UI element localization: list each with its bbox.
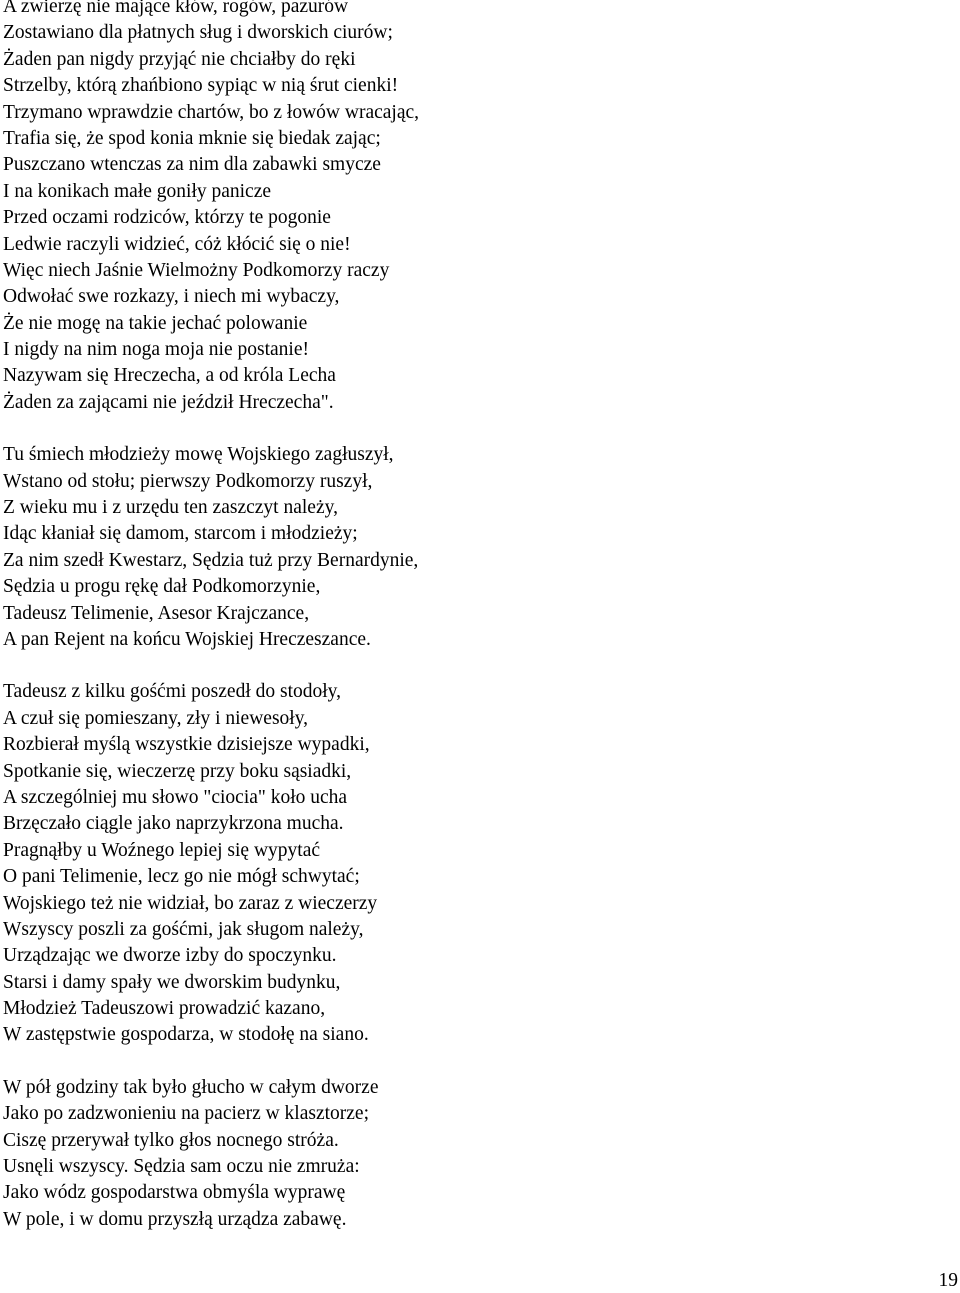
verse-line: Pragnąłby u Woźnego lepiej się wypytać (3, 839, 321, 861)
verse-line: A zwierzę nie mające kłów, rogów, pazurów (3, 0, 349, 17)
verse-line: Brzęczało ciągle jako naprzykrzona mucha. (3, 813, 344, 835)
verse-line: Trzymano wprawdzie chartów, bo z łowów wracając, (3, 101, 420, 123)
verse-line: Usnęli wszyscy. Sędzia sam oczu nie zmruża: (3, 1156, 360, 1178)
verse-line: Z wieku mu i z urzędu ten zaszczyt należy, (3, 497, 338, 519)
verse-line: Tu śmiech młodzieży mowę Wojskiego zagłuszył, (3, 444, 394, 466)
verse-line: Strzelby, którą zhańbiono sypiąc w nią śrut cienki! (3, 75, 399, 97)
verse-line: A pan Rejent na końcu Wojskiej Hreczeszance. (3, 628, 371, 650)
verse-line: Żaden pan nigdy przyjąć nie chciałby do ręki (3, 48, 356, 70)
verse-line: Puszczano wtenczas za nim dla zabawki smycze (3, 154, 381, 176)
verse-line: Trafia się, że spod konia mknie się biedak zając; (3, 127, 381, 149)
verse-line: Jako po zadzwonieniu na pacierz w klasztorze; (3, 1103, 370, 1125)
verse-line: Wojskiego też nie widział, bo zaraz z wieczerzy (3, 892, 378, 914)
verse-line: A szczególniej mu słowo "ciocia" koło ucha (3, 786, 348, 808)
stanza (3, 0, 943, 416)
verse-line: Idąc kłaniał się damom, starcom i młodzieży; (3, 523, 358, 545)
verse-line: Urządzając we dworze izby do spoczynku. (3, 945, 337, 967)
poem-text (3, 0, 943, 1259)
verse-line: Że nie mogę na takie jechać polowanie (3, 312, 308, 334)
verse-line: W pół godziny tak było głucho w całym dworze (3, 1076, 379, 1098)
verse-line: W pole, i w domu przyszłą urządza zabawę. (3, 1208, 347, 1230)
verse-line: Żaden za zającami nie jeździł Hreczecha". (3, 391, 334, 413)
verse-line: O pani Telimenie, lecz go nie mógł schwytać; (3, 866, 360, 888)
verse-line: Więc niech Jaśnie Wielmożny Podkomorzy raczy (3, 259, 390, 281)
stanza (3, 679, 943, 1048)
verse-line: Nazywam się Hreczecha, a od króla Lecha (3, 365, 336, 387)
page-number: 19 (938, 1270, 958, 1291)
verse-line: Rozbierał myślą wszystkie dzisiejsze wypadki, (3, 734, 370, 756)
stanza (3, 442, 943, 653)
verse-line: Sędzia u progu rękę dał Podkomorzynie, (3, 576, 321, 598)
stanza (3, 1075, 943, 1233)
verse-line: Spotkanie się, wieczerzę przy boku sąsiadki, (3, 760, 352, 782)
verse-line: Ledwie raczyli widzieć, cóż kłócić się o nie! (3, 233, 351, 255)
verse-line: Przed oczami rodziców, którzy te pogonie (3, 207, 331, 229)
verse-line: Ciszę przerywał tylko głos nocnego stróża. (3, 1129, 339, 1151)
verse-line: Wszyscy poszli za gośćmi, jak sługom należy, (3, 918, 364, 940)
verse-line: W zastępstwie gospodarza, w stodołę na siano. (3, 1024, 369, 1046)
verse-line: A czuł się pomieszany, zły i niewesoły, (3, 707, 309, 729)
verse-line: Tadeusz Telimenie, Asesor Krajczance, (3, 602, 310, 624)
verse-line: Zostawiano dla płatnych sług i dworskich ciurów; (3, 22, 393, 44)
verse-line: Młodzież Tadeuszowi prowadzić kazano, (3, 998, 326, 1020)
verse-line: I na konikach małe goniły panicze (3, 180, 272, 202)
verse-line: Za nim szedł Kwestarz, Sędzia tuż przy Bernardynie, (3, 549, 419, 571)
verse-line: Tadeusz z kilku gośćmi poszedł do stodoły, (3, 681, 342, 703)
verse-line: Jako wódz gospodarstwa obmyśla wyprawę (3, 1182, 346, 1204)
verse-line: Starsi i damy spały we dworskim budynku, (3, 971, 341, 993)
verse-line: Wstano od stołu; pierwszy Podkomorzy ruszył, (3, 470, 373, 492)
verse-line: Odwołać swe rozkazy, i niech mi wybaczy, (3, 286, 340, 308)
verse-line: I nigdy na nim noga moja nie postanie! (3, 339, 309, 361)
